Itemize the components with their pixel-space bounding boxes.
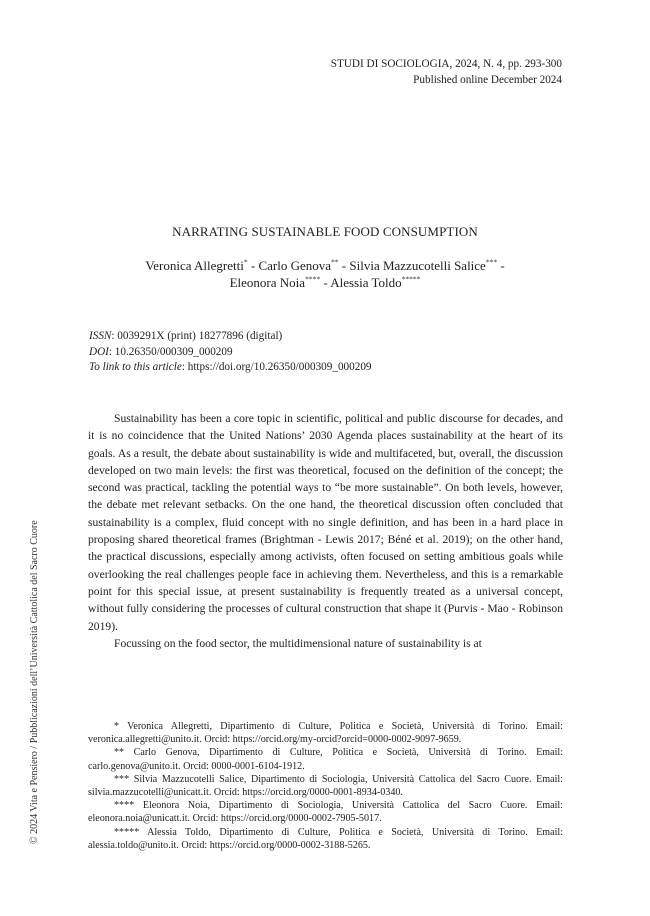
article-link-label: To link to this article: [89, 361, 182, 374]
issn-label: ISSN: [89, 330, 112, 342]
author-list: [0, 257, 650, 291]
author-footnote-mark[interactable]: ****: [305, 274, 321, 284]
footnote: *** Silvia Mazzucotelli Salice, Dipartimento di Sociologia, Università Cattolica del Sacro Cuore. Email: silvia.mazzucotelli@unicatt.it. Orcid: https://orcid.org/0000-0001-8934-0340.: [88, 773, 563, 799]
author-footnote-mark[interactable]: *: [243, 257, 248, 267]
footnote: ***** Alessia Toldo, Dipartimento di Culture, Politica e Società, Università di Torino. Email: alessia.toldo@unito.it. Orcid: https://orcid.org/0000-0002-3188-5265.: [88, 826, 563, 851]
author-line-1: [0, 257, 650, 274]
footnote: * Veronica Allegretti, Dipartimento di Culture, Politica e Società, Università di Torino. Email: veronica.allegretti@unito.it. Orcid: https://orcid.org/my-orcid?orcid=0000-0002-9097-9659.: [88, 721, 563, 746]
author-name: Silvia Mazzucotelli Salice: [349, 258, 486, 273]
footnotes: [88, 720, 563, 852]
article-body: [88, 410, 563, 652]
author-separator: -: [338, 258, 350, 273]
author-line-2: [0, 274, 650, 291]
body-paragraph: Focussing on the food sector, the multidimensional nature of sustainability is at: [114, 636, 482, 650]
issn-line: [89, 329, 372, 345]
body-paragraph: Sustainability has been a core topic in scientific, political and public discourse for decades, and it is no coincidence that the United Nations’ 2030 Agenda places sustainability at the heart of its goals. As a result, the debate about sustainability is wide and multifaceted, but, overall, the discussion developed on two main levels: the first was theoretical, focused on the definition of the concept; the second was practical, tackling the potential ways to “be more sustainable”. On both levels, however, the debate met relevant setbacks. On the one hand, the theoretical discussion often concluded that sustainability is a complex, fluid concept with no single definition, and has been in a hard place in proposing shared theoretical frames (Brightman - Lewis 2017; Béné et al. 2019); on the other hand, the practical discussions, especially among activists, often focused on setting ambitious goals while overlooking the real challenges people face in achieving them. Nevertheless, and this is a remarkable point for this special issue, at present sustainability is frequently treated as a universal concept, without fully considering the processes of cultural construction that shape it (Purvis - Mao - Robinson 2019).: [88, 412, 563, 633]
author-separator: -: [497, 258, 505, 273]
author-footnote-mark[interactable]: *****: [401, 274, 421, 284]
author-footnote-mark[interactable]: ***: [485, 257, 498, 267]
doi-line: [89, 345, 372, 361]
author-name: Carlo Genova: [258, 258, 332, 273]
article-link[interactable]: : https://doi.org/10.26350/000309_000209: [181, 361, 372, 374]
published-date: Published online December 2024: [413, 74, 562, 86]
author-name: Alessia Toldo: [330, 275, 402, 290]
footnote: **** Eleonora Noia, Dipartimento di Sociologia, Università Cattolica del Sacro Cuore. Email: eleonora.noia@unicatt.it. Orcid: https://orcid.org/0000-0002-7905-5017.: [88, 800, 563, 825]
footnote: ** Carlo Genova, Dipartimento di Culture, Politica e Società, Università di Torino. Email: carlo.genova@unito.it. Orcid: 0000-0001-6104-1912.: [88, 747, 563, 772]
author-name: Eleonora Noia: [229, 275, 306, 290]
article-title: NARRATING SUSTAINABLE FOOD CONSUMPTION: [172, 224, 478, 239]
issn-value: : 0039291X (print) 18277896 (digital): [111, 330, 283, 342]
journal-header: [331, 56, 562, 88]
article-link-line: [89, 360, 372, 376]
journal-citation: STUDI DI SOCIOLOGIA, 2024, N. 4, pp. 293-300: [330, 58, 562, 70]
author-separator: -: [320, 275, 331, 290]
doi-value[interactable]: : 10.26350/000309_000209: [108, 345, 233, 358]
copyright-side-note: © 2024 Vita e Pensiero / Pubblicazioni dell’Università Cattolica del Sacro Cuore: [29, 520, 40, 844]
author-separator: -: [247, 258, 259, 273]
doi-label: DOI: [89, 345, 109, 358]
article-metadata: [89, 329, 372, 376]
author-name: Veronica Allegretti: [145, 258, 244, 273]
author-footnote-mark[interactable]: **: [331, 257, 339, 267]
